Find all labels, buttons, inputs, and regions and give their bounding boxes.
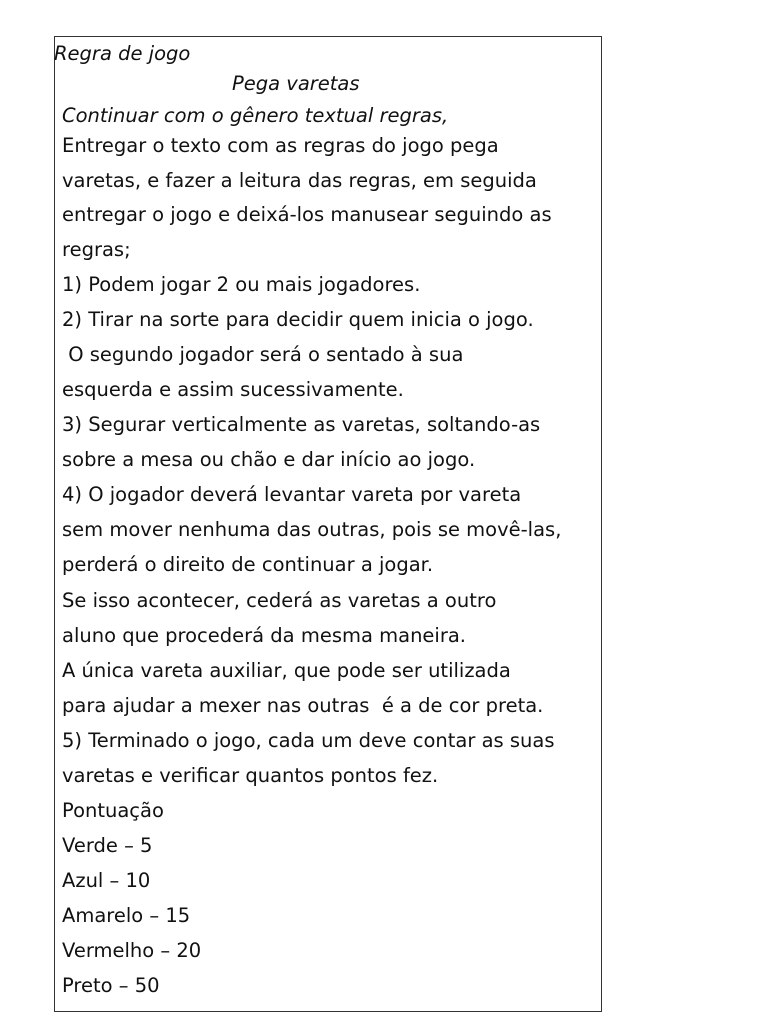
rule-line: 4) O jogador deverá levantar vareta por vareta <box>62 483 522 506</box>
rule-line: 2) Tirar na sorte para decidir quem inicia o jogo. <box>62 308 534 331</box>
rule-line: sem mover nenhuma das outras, pois se movê-las, <box>62 518 562 541</box>
rule-line: perderá o direito de continuar a jogar. <box>62 553 434 576</box>
document-title: Pega varetas <box>232 72 360 95</box>
rule-line: O segundo jogador será o sentado à sua <box>62 343 464 366</box>
intro-line: regras; <box>62 238 131 261</box>
rule-line: para ajudar a mexer nas outras é a de cor preta. <box>62 694 544 717</box>
rule-line: A única vareta auxiliar, que pode ser utilizada <box>62 659 511 682</box>
scoring-item: Azul – 10 <box>62 869 151 892</box>
scoring-item: Preto – 50 <box>62 974 160 997</box>
scoring-item: Vermelho – 20 <box>62 939 202 962</box>
document-subtitle: Continuar com o gênero textual regras, <box>62 104 449 127</box>
rule-line: 5) Terminado o jogo, cada um deve contar as suas <box>62 729 555 752</box>
scoring-title: Pontuação <box>62 799 164 822</box>
rule-line: esquerda e assim sucessivamente. <box>62 378 404 401</box>
scoring-item: Amarelo – 15 <box>62 904 191 927</box>
rule-line: aluno que procederá da mesma maneira. <box>62 624 467 647</box>
rule-line: sobre a mesa ou chão e dar início ao jogo. <box>62 448 476 471</box>
rule-line: 1) Podem jogar 2 ou mais jogadores. <box>62 273 421 296</box>
intro-line: entregar o jogo e deixá-los manusear seguindo as <box>62 203 552 226</box>
rule-line: Se isso acontecer, cederá as varetas a outro <box>62 589 497 612</box>
rule-line: 3) Segurar verticalmente as varetas, soltando-as <box>62 413 541 436</box>
rule-line: varetas e verificar quantos pontos fez. <box>62 764 439 787</box>
intro-line: varetas, e fazer a leitura das regras, em seguida <box>62 169 537 192</box>
intro-line: Entregar o texto com as regras do jogo pega <box>62 134 499 157</box>
scoring-item: Verde – 5 <box>62 834 153 857</box>
document-heading: Regra de jogo <box>54 42 191 65</box>
